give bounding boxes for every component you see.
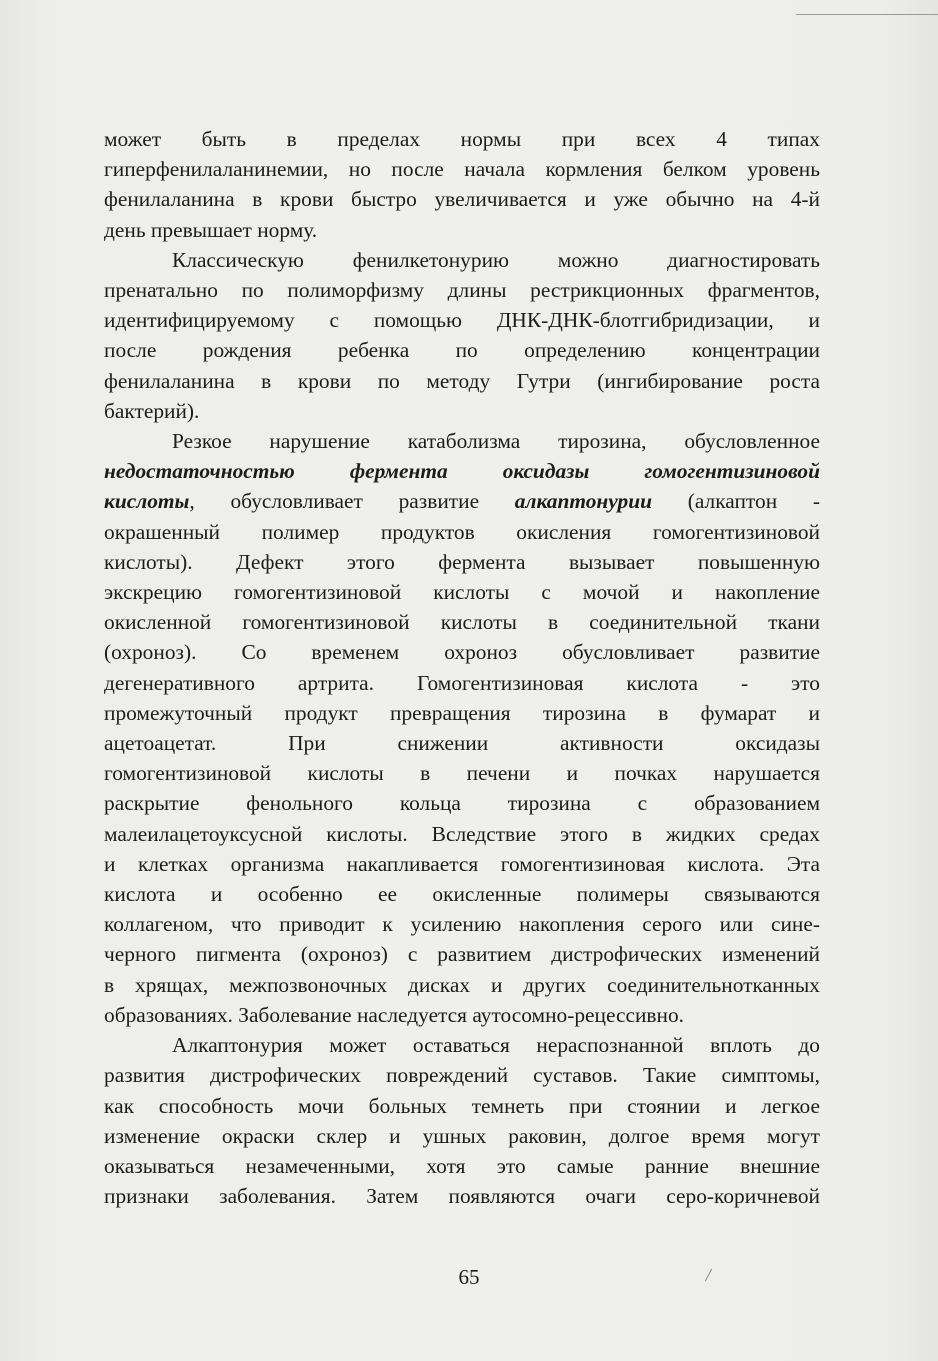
text-run: и клетках организма накапливается гомогентизиновая кислота. Эта [104, 851, 820, 876]
text-line [104, 517, 820, 547]
text-run: (алкаптон - [652, 489, 820, 514]
text-run: гиперфенилаланинемии, но после начала кормления белком уровень [104, 157, 820, 182]
text-run: окрашенный полимер продуктов окисления гомогентизиновой [104, 519, 820, 544]
text-run: развития дистрофических повреждений суставов. Такие симптомы, [104, 1063, 820, 1088]
text-run: раскрытие фенольного кольца тирозина с образованием [104, 791, 820, 816]
text-run: фенилаланина в крови по методу Гутри (ингибирование роста [104, 368, 820, 393]
text-run: день превышает норму. [104, 217, 318, 242]
text-run: окисленной гомогентизиновой кислоты в соединительной ткани [104, 610, 820, 635]
text-run: после рождения ребенка по определению концентрации [104, 338, 820, 363]
text-run: образованиях. Заболевание наследуется аутосомно-рецессивно. [104, 1002, 685, 1027]
text-line [104, 909, 820, 939]
text-run: может быть в пределах нормы при всех 4 типах [104, 127, 820, 151]
text-run: дегенеративного артрита. Гомогентизиновая кислота - это [104, 670, 820, 695]
paragraph [104, 1030, 820, 1211]
text-line [104, 154, 820, 184]
text-run: экскрецию гомогентизиновой кислоты с мочой и накопление [104, 580, 820, 605]
text-line [104, 1060, 820, 1090]
text-run: промежуточный продукт превращения тирозина в фумарат и [104, 700, 820, 725]
text-line [104, 547, 820, 577]
text-run: черного пигмента (охроноз) с развитием дистрофических изменений [104, 942, 820, 967]
text-line [104, 215, 820, 245]
text-line [104, 728, 820, 758]
text-run: Алкаптонурия может оставаться нераспознанной вплоть до [172, 1033, 820, 1058]
emphasized-term: кислоты [104, 489, 190, 514]
text-line [104, 305, 820, 335]
text-line [104, 668, 820, 698]
text-line [104, 1091, 820, 1121]
text-line [104, 426, 820, 456]
emphasized-term: недостаточностью фермента оксидазы гомогентизиновой [104, 459, 820, 484]
page-number: 65 [458, 1265, 480, 1289]
text-line [104, 486, 820, 516]
text-line [104, 275, 820, 305]
paragraph [104, 124, 820, 245]
text-line [104, 819, 820, 849]
text-line [104, 788, 820, 818]
text-run: идентифицируемому с помощью ДНК-ДНК-блотгибридизации, и [104, 308, 820, 333]
text-line [104, 366, 820, 396]
text-run: как способность мочи больных темнеть при стоянии и легкое [104, 1093, 820, 1118]
text-run: оказываться незамеченными, хотя это самые ранние внешние [104, 1153, 820, 1178]
text-run: бактерий). [104, 398, 200, 423]
emphasized-term: алкаптонурии [514, 489, 652, 514]
text-line [104, 245, 820, 275]
text-run: малеилацетоуксусной кислоты. Вследствие этого в жидких средах [104, 821, 820, 846]
paragraph [104, 245, 820, 426]
body-text [104, 124, 820, 1211]
text-run: Резкое нарушение катаболизма тирозина, обусловленное [172, 429, 820, 454]
text-run: фенилаланина в крови быстро увеличивается и уже обычно на 4-й [104, 187, 820, 212]
text-run: , обусловливает развитие [189, 489, 515, 514]
text-run: изменение окраски склер и ушных раковин, долгое время могут [104, 1123, 820, 1148]
text-run: коллагеном, что приводит к усилению накопления серого или сине- [104, 912, 820, 937]
text-run: ацетоацетат. При снижении активности оксидазы [104, 731, 820, 756]
text-line [104, 396, 820, 426]
text-run: Классическую фенилкетонурию можно диагностировать [172, 247, 820, 272]
text-line [104, 939, 820, 969]
text-line [104, 698, 820, 728]
text-line [104, 637, 820, 667]
text-line [104, 1000, 820, 1030]
text-line [104, 849, 820, 879]
text-run: пренатально по полиморфизму длины рестрикционных фрагментов, [104, 278, 820, 303]
text-line [104, 1181, 820, 1211]
text-line [104, 1030, 820, 1060]
scan-edge-line [796, 14, 938, 15]
text-line [104, 184, 820, 214]
text-line [104, 607, 820, 637]
paragraph [104, 426, 820, 1030]
text-line [104, 456, 820, 486]
text-run: в хрящах, межпозвоночных дисках и других соединительнотканных [104, 972, 820, 997]
text-line [104, 970, 820, 1000]
text-run: кислоты). Дефект этого фермента вызывает повышенную [104, 549, 820, 574]
text-run: гомогентизиновой кислоты в печени и почках нарушается [104, 761, 820, 786]
text-line [104, 577, 820, 607]
text-run: кислота и особенно ее окисленные полимеры связываются [104, 882, 820, 907]
text-line [104, 124, 820, 154]
text-line [104, 758, 820, 788]
text-run: признаки заболевания. Затем появляются очаги серо-коричневой [104, 1184, 820, 1209]
text-line [104, 335, 820, 365]
text-line [104, 1151, 820, 1181]
text-run: (охроноз). Со временем охроноз обусловливает развитие [104, 640, 820, 665]
text-line [104, 879, 820, 909]
text-line [104, 1121, 820, 1151]
